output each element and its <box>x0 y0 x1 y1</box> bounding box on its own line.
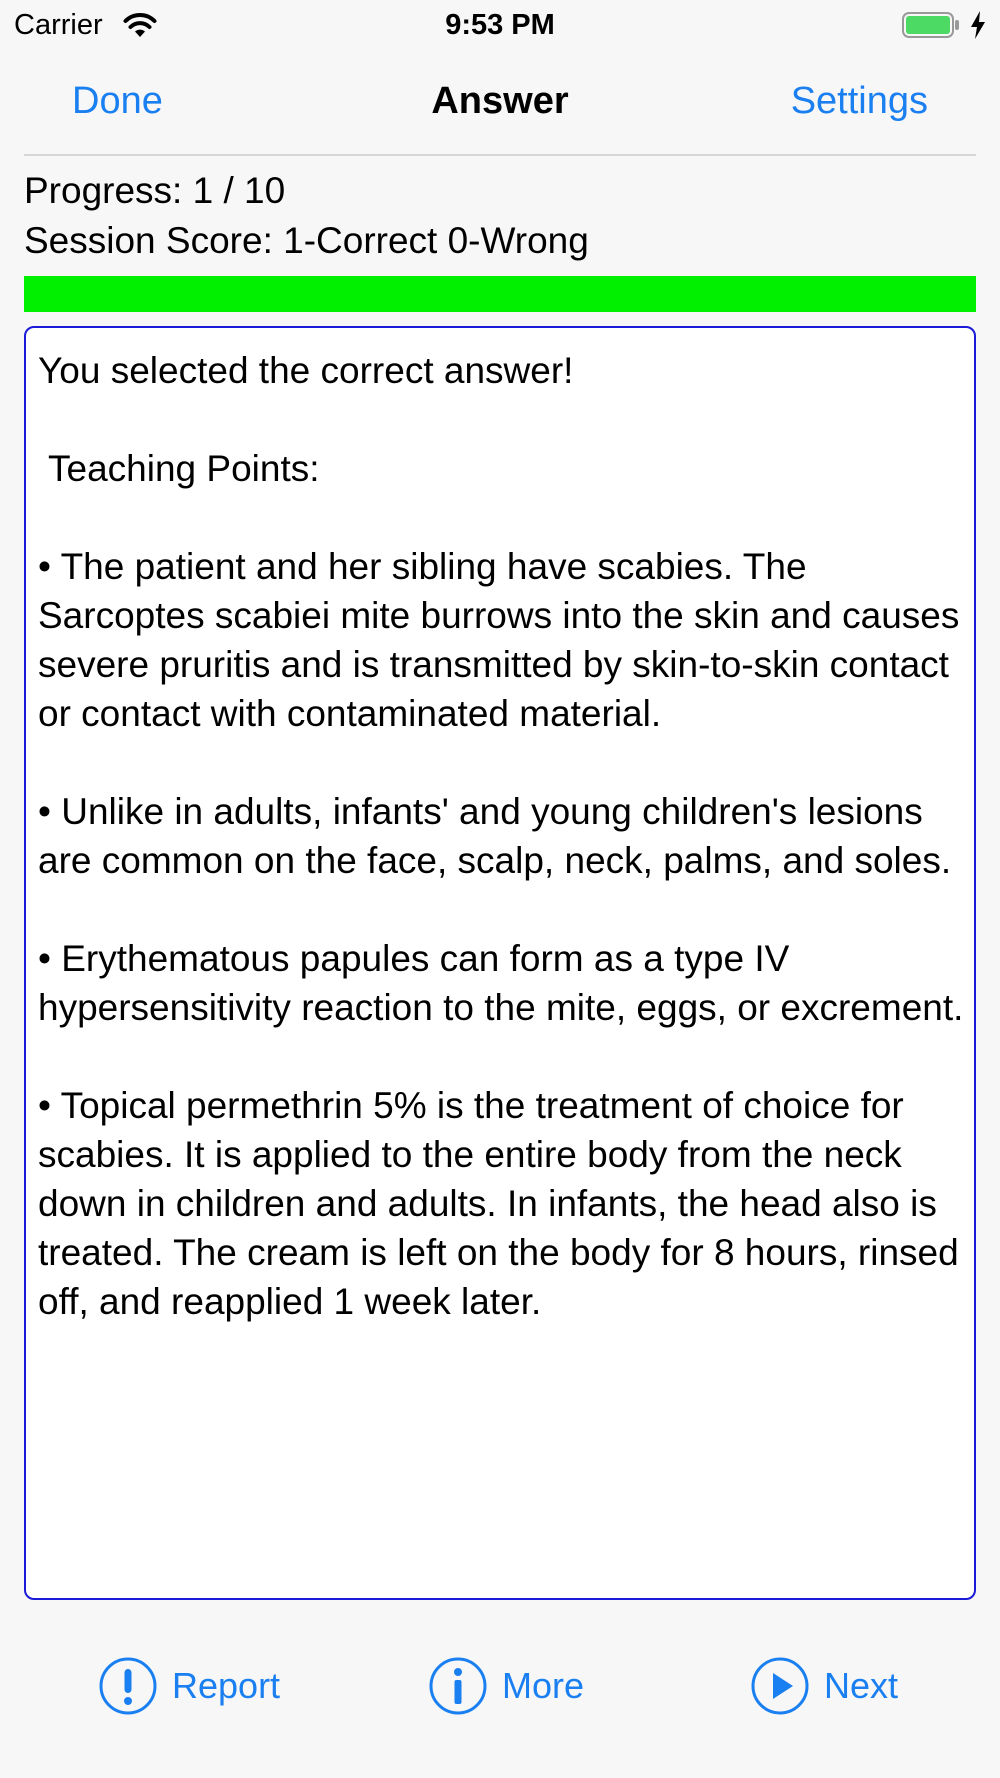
answer-result: You selected the correct answer! <box>38 350 574 391</box>
exclamation-circle-icon <box>98 1656 158 1716</box>
carrier-label: Carrier <box>14 9 103 41</box>
report-button[interactable] <box>98 1656 280 1716</box>
info-circle-icon <box>428 1656 488 1716</box>
progress-info <box>24 166 589 266</box>
done-button[interactable]: Done <box>72 80 163 122</box>
teaching-point: • Unlike in adults, infants' and young children's lesions are common on the face, scalp, neck, palms, and soles. <box>38 791 952 881</box>
battery-icon <box>902 12 960 38</box>
session-score: Session Score: 1-Correct 0-Wrong <box>24 220 589 261</box>
page-title: Answer <box>431 80 569 122</box>
status-bar <box>0 0 1000 50</box>
report-label: Report <box>172 1665 281 1706</box>
more-label: More <box>502 1665 585 1706</box>
charging-bolt-icon <box>968 10 988 40</box>
bottom-toolbar <box>0 1640 1000 1730</box>
teaching-points-heading: Teaching Points: <box>48 448 320 489</box>
play-circle-icon <box>750 1656 810 1716</box>
progress-bar-fill <box>24 276 976 312</box>
teaching-point: • Erythematous papules can form as a type IV hypersensitivity reaction to the mite, eggs, or excrement. <box>38 938 964 1028</box>
answer-text-view[interactable] <box>24 326 976 1600</box>
next-button[interactable] <box>750 1656 898 1716</box>
status-time: 9:53 PM <box>445 9 555 41</box>
more-button[interactable] <box>428 1656 584 1716</box>
teaching-point: • Topical permethrin 5% is the treatment of choice for scabies. It is applied to the entire body from the neck down in children and adults. In infants, the head also is treated. The cream is left on the body for 8 hours, rinsed off, and reapplied 1 week later. <box>38 1085 959 1322</box>
navigation-bar <box>24 50 976 156</box>
settings-button[interactable]: Settings <box>790 80 928 122</box>
teaching-point: • The patient and her sibling have scabies. The Sarcoptes scabiei mite burrows into the skin and causes severe pruritis and is transmitted by skin-to-skin contact or contact with contaminated material. <box>38 546 960 734</box>
progress-bar <box>24 276 976 312</box>
progress-label: Progress: 1 / 10 <box>24 170 286 211</box>
next-label: Next <box>824 1665 899 1706</box>
